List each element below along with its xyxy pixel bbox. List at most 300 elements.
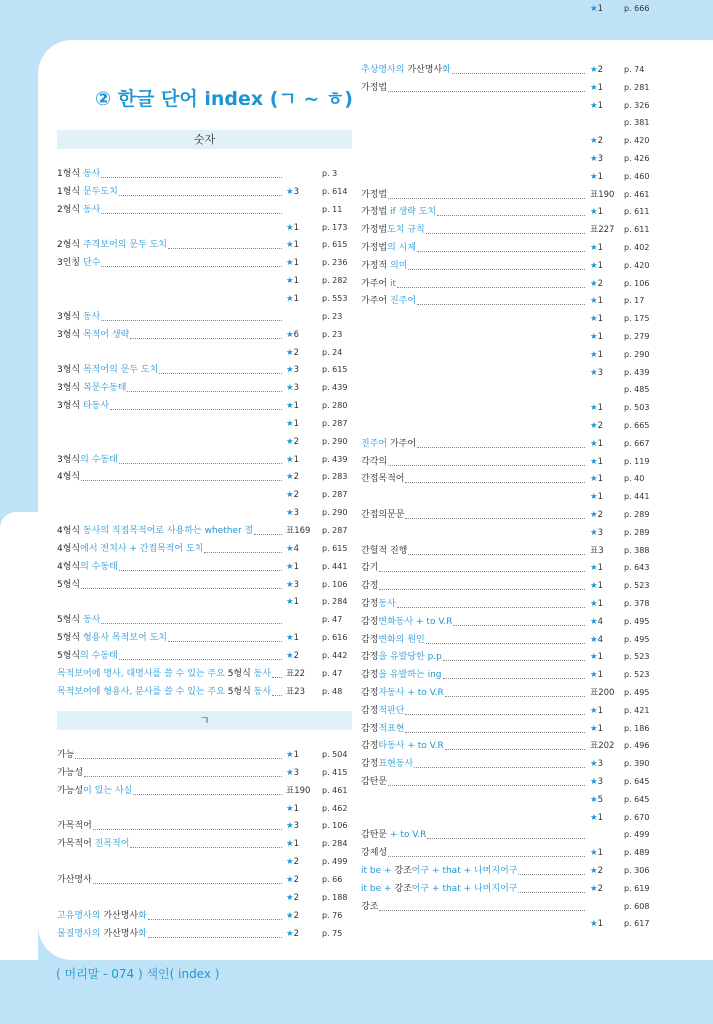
leader-dots [81, 480, 282, 481]
star-symbol: ★ [286, 293, 294, 304]
index-entry [57, 308, 362, 326]
page-number: p. 47 [322, 615, 343, 625]
term-keyword: 가정적 [361, 260, 390, 271]
star-symbol: ★ [590, 581, 598, 592]
term-keyword: 가정법 [361, 225, 388, 236]
star-symbol: ★ [286, 258, 294, 269]
star-symbol: ★ [286, 418, 294, 429]
star-symbol: ★ [590, 848, 598, 859]
leader-dots [379, 571, 585, 572]
star-symbol: ★ [286, 579, 294, 590]
index-entry [57, 853, 362, 871]
page-number: p. 282 [322, 276, 348, 286]
star-symbol: ★ [286, 543, 294, 554]
star-count: 2 [293, 436, 300, 447]
entry-term [361, 61, 451, 79]
entry-term [57, 397, 109, 415]
index-entry [361, 524, 664, 542]
page-number: p. 441 [624, 492, 650, 502]
entry-term [361, 577, 378, 595]
star-symbol: ★ [590, 492, 598, 503]
page-number: p. 553 [322, 293, 348, 303]
star-symbol: 표 [590, 189, 599, 200]
page-number: p. 442 [322, 650, 348, 660]
star-count: 1 [293, 750, 300, 760]
star-count: 1 [597, 260, 604, 271]
index-entry [57, 907, 362, 925]
star-count: 1 [597, 296, 604, 307]
star-icon [286, 219, 299, 237]
star-symbol: ★ [286, 347, 294, 358]
leader-dots [388, 91, 585, 92]
term-keyword: 감탄문 [361, 830, 390, 841]
star-icon [590, 809, 603, 827]
leader-dots [443, 660, 585, 661]
star-icon [286, 800, 299, 818]
term-highlight: 표현동사 [378, 759, 414, 770]
entry-term [57, 629, 167, 647]
star-symbol: ★ [590, 777, 598, 787]
star-icon [590, 435, 603, 453]
star-count: 1 [597, 314, 604, 325]
term-keyword: 감탄문 [361, 777, 388, 787]
star-count: 2 [293, 490, 300, 501]
leader-dots [204, 552, 282, 553]
star-symbol: ★ [590, 759, 598, 770]
term-keyword: 감정 [361, 652, 379, 663]
term-keyword: 감정 [361, 723, 379, 734]
star-count: 6 [293, 329, 300, 340]
entry-term [361, 292, 416, 310]
leader-dots [452, 73, 585, 74]
page-number: p. 289 [624, 510, 650, 519]
page-number: p. 287 [322, 490, 348, 500]
star-symbol: ★ [590, 723, 598, 734]
term-highlight: 복문수동태 [82, 383, 127, 394]
star-symbol: ★ [590, 616, 598, 627]
term-highlight: 동사 [253, 686, 272, 697]
star-symbol: ★ [590, 100, 598, 111]
page-number: p. 523 [624, 670, 650, 680]
page-number: p. 462 [322, 803, 348, 813]
star-symbol: 표 [286, 668, 295, 679]
star-icon [286, 504, 299, 522]
leader-dots [272, 677, 282, 678]
page-number: p. 188 [322, 892, 348, 902]
star-symbol: ★ [286, 750, 294, 760]
term-keyword: 강조 [394, 883, 412, 894]
star-symbol: ★ [590, 563, 598, 574]
leader-dots [405, 714, 585, 715]
index-entry [361, 844, 664, 862]
table-ref-mark [590, 221, 614, 239]
star-count: 1 [293, 633, 300, 644]
star-symbol: ★ [590, 794, 598, 805]
star-count: 2 [597, 510, 604, 520]
star-icon [286, 451, 299, 469]
index-entry [57, 593, 362, 611]
entry-term [57, 201, 100, 219]
entry-term [361, 595, 396, 613]
page-number: p. 3 [322, 169, 338, 178]
section-header-digits: 숫자 [57, 130, 352, 149]
term-keyword: 가산명사 [103, 910, 139, 921]
term-highlight: 단수 [82, 258, 101, 269]
term-keyword: 강조 [394, 866, 412, 876]
leader-dots [518, 874, 585, 875]
index-entry [57, 397, 362, 415]
star-icon [590, 346, 603, 364]
star-count: 3 [293, 383, 300, 394]
term-highlight: 화 [138, 910, 147, 921]
star-icon [590, 702, 603, 720]
star-count: 1 [597, 456, 604, 467]
entry-term [57, 647, 118, 665]
index-entry [361, 559, 664, 577]
page-number: p. 283 [322, 472, 348, 482]
page-number: p. 426 [624, 154, 650, 163]
page-number: p. 290 [322, 436, 348, 446]
star-count: 1 [597, 563, 604, 574]
star-count: 1 [597, 332, 604, 342]
star-count: 1 [597, 812, 604, 823]
leader-dots [405, 732, 585, 733]
star-icon [590, 292, 603, 310]
star-count: 2 [293, 347, 300, 358]
entry-term [57, 683, 271, 701]
star-icon [286, 236, 299, 254]
term-keyword: 가정법 [361, 243, 388, 253]
term-keyword: 5형식 [57, 650, 81, 661]
star-count: 3 [293, 579, 300, 590]
star-icon [590, 844, 603, 862]
index-entry [361, 577, 664, 595]
star-symbol: ★ [590, 296, 598, 307]
star-icon [590, 310, 603, 328]
entry-term [361, 470, 404, 488]
term-keyword: 가주어 [361, 296, 390, 307]
page-number: p. 24 [322, 347, 343, 357]
star-count: 1 [597, 599, 604, 609]
star-icon [590, 595, 603, 613]
entry-term [361, 453, 387, 471]
page-number: p. 615 [322, 240, 348, 250]
term-keyword: 간헐적 진행 [361, 545, 408, 556]
index-entry [57, 379, 362, 397]
star-symbol: 표 [286, 785, 295, 796]
page-number: p. 611 [624, 225, 650, 235]
index-entry [57, 683, 362, 701]
page-number: p. 460 [624, 171, 650, 181]
page-number: p. 615 [322, 365, 348, 375]
index-entry [361, 542, 664, 560]
page-number: p. 503 [624, 403, 650, 413]
leader-dots [130, 338, 282, 339]
star-count: 1 [597, 705, 604, 716]
star-count: 1 [293, 293, 300, 304]
star-icon [590, 791, 603, 809]
term-highlight: 목적어 생략 [82, 329, 130, 340]
term-highlight: + to V.R [389, 830, 427, 841]
star-symbol: ★ [286, 857, 294, 868]
index-entry [361, 417, 664, 435]
term-keyword: 감정 [361, 741, 379, 752]
leader-dots [119, 195, 282, 196]
index-entry [57, 433, 362, 451]
entry-term [361, 613, 452, 631]
index-entry [57, 889, 362, 907]
page-number: p. 40 [624, 474, 645, 484]
page-number: p. 617 [624, 919, 650, 929]
term-highlight: 고유명사의 [57, 910, 104, 921]
term-keyword: 감정 [361, 599, 379, 609]
star-symbol: 표 [590, 741, 599, 752]
table-ref-mark [286, 522, 310, 540]
index-entry [361, 506, 664, 524]
star-count: 3 [597, 777, 604, 787]
index-entry [361, 61, 664, 79]
page-number: p. 23 [322, 329, 343, 339]
star-count: 4 [293, 543, 300, 554]
term-keyword: 가목적어 [57, 839, 95, 850]
page-number: p. 616 [322, 633, 348, 643]
term-keyword: 감정 [361, 759, 379, 770]
page-number: p. 279 [624, 332, 650, 341]
star-icon [590, 862, 603, 880]
index-entry [57, 468, 362, 486]
index-entry [57, 219, 362, 237]
index-entry [361, 720, 664, 738]
star-icon [590, 631, 603, 649]
entry-term [57, 165, 100, 183]
star-symbol: ★ [286, 767, 294, 778]
star-count: 169 [294, 526, 311, 536]
term-highlight: 진주어 [361, 438, 390, 449]
index-entry [361, 203, 664, 221]
page-number: p. 489 [624, 848, 650, 858]
index-entry [361, 666, 664, 684]
entry-term [57, 361, 158, 379]
index-entry [361, 791, 664, 809]
term-keyword: 감정 [361, 688, 379, 698]
term-keyword: 강제성 [361, 848, 388, 859]
index-entry [361, 595, 664, 613]
entry-term [57, 183, 118, 201]
star-symbol: ★ [590, 207, 598, 218]
entry-term [361, 880, 517, 898]
star-count: 4 [597, 616, 604, 627]
index-entry [361, 613, 664, 631]
page-number: p. 461 [322, 785, 348, 795]
term-highlight: 의 수동태 [80, 561, 118, 572]
index-entry [57, 540, 362, 558]
page-number: p. 106 [322, 821, 348, 831]
term-highlight: 동사 [378, 599, 396, 609]
star-icon [590, 648, 603, 666]
entry-term [361, 773, 387, 791]
leader-dots [388, 785, 585, 786]
page-number: p. 665 [624, 421, 650, 430]
index-entry [361, 292, 664, 310]
star-icon [286, 290, 299, 308]
star-count: 1 [597, 723, 604, 734]
star-count: 2 [293, 892, 300, 903]
leader-dots [84, 776, 282, 777]
star-symbol: ★ [590, 332, 598, 342]
star-icon [286, 183, 299, 201]
star-symbol: ★ [286, 276, 294, 287]
star-count: 3 [293, 821, 300, 832]
term-highlight: 동사 [82, 615, 101, 626]
index-entry [361, 470, 664, 488]
page-number: p. 284 [322, 597, 348, 607]
star-symbol: ★ [286, 383, 294, 394]
term-highlight: 의 수동태 [80, 650, 118, 661]
leader-dots [93, 883, 282, 884]
star-icon [286, 647, 299, 665]
entry-term [57, 925, 147, 943]
star-count: 1 [293, 561, 300, 572]
term-highlight: 변화동사 + to V.R [378, 616, 453, 627]
leader-dots [101, 623, 282, 624]
page-title: ② 한글 단어 index (ㄱ ~ ㅎ) [95, 88, 353, 110]
star-icon [590, 417, 603, 435]
star-icon [590, 364, 603, 382]
index-entry [57, 504, 362, 522]
star-icon [590, 773, 603, 791]
term-highlight: 의미 [389, 260, 408, 271]
page-number: p. 287 [322, 526, 348, 535]
page-number: p. 608 [624, 901, 650, 911]
index-entry [361, 631, 664, 649]
table-ref-mark [286, 665, 305, 683]
entry-term [57, 907, 147, 925]
page-number: p. 645 [624, 777, 650, 786]
term-highlight: 적표현 [378, 723, 405, 734]
term-highlight: 목적보어에 형용사, 분사를 쓸 수 있는 주요 [57, 686, 228, 697]
term-keyword: 3형식 [57, 311, 83, 322]
entry-term [57, 308, 100, 326]
star-count: 1 [597, 82, 604, 93]
leader-dots [408, 269, 585, 270]
page-number: p. 666 [624, 4, 650, 13]
term-highlight: 진목적어 [94, 839, 130, 850]
page-number: p. 175 [624, 314, 650, 324]
star-count: 1 [293, 454, 300, 465]
star-count: 1 [597, 848, 604, 859]
star-symbol: ★ [286, 454, 294, 465]
page-number: p. 119 [624, 456, 650, 466]
index-entry [361, 275, 664, 293]
entry-term [361, 844, 387, 862]
term-keyword: 가산명사 [407, 65, 443, 75]
entry-term [57, 451, 118, 469]
index-entry [57, 764, 362, 782]
star-count: 2 [597, 866, 604, 876]
term-keyword: 5형식 [57, 615, 83, 626]
index-entry [57, 817, 362, 835]
leader-dots [272, 695, 282, 696]
index-entry [361, 328, 664, 346]
star-symbol: 표 [590, 225, 599, 236]
entry-term [361, 435, 416, 453]
star-symbol: ★ [286, 561, 294, 572]
entry-term [361, 737, 444, 755]
star-symbol: ★ [286, 436, 294, 447]
star-count: 2 [597, 278, 604, 289]
star-count: 1 [597, 492, 604, 503]
star-icon [286, 415, 299, 433]
index-entry [361, 310, 664, 328]
term-highlight: 동사 [253, 668, 272, 679]
star-count: 1 [293, 418, 300, 429]
index-entry [57, 236, 362, 254]
page-number: p. 47 [322, 668, 343, 678]
star-symbol: ★ [286, 892, 294, 903]
term-keyword: 5형식 [57, 633, 83, 644]
page-number: p. 289 [624, 527, 650, 537]
star-symbol: 표 [590, 688, 599, 698]
term-keyword: 간접목적어 [361, 474, 405, 485]
term-highlight: it be + [361, 866, 395, 876]
star-count: 2 [293, 910, 300, 921]
star-count: 1 [597, 438, 604, 449]
page-number: p. 499 [624, 830, 650, 840]
entry-term [57, 764, 83, 782]
star-icon [590, 470, 603, 488]
star-symbol: ★ [286, 874, 294, 885]
star-symbol: ★ [590, 510, 598, 520]
page-number: p. 284 [322, 839, 348, 849]
leader-dots [414, 767, 585, 768]
index-entry [361, 488, 664, 506]
star-icon [286, 764, 299, 782]
term-highlight: 동사의 직접목적어로 사용하는 whether 절 [82, 526, 254, 536]
star-count: 1 [293, 401, 300, 412]
star-icon [286, 540, 299, 558]
index-entry [361, 898, 664, 916]
index-entry [361, 364, 664, 382]
star-icon [590, 257, 603, 275]
index-entry [57, 486, 362, 504]
star-symbol: ★ [590, 634, 598, 645]
page-number: p. 290 [322, 508, 348, 518]
page-number: p. 186 [624, 723, 650, 733]
index-entry [57, 558, 362, 576]
entry-term [57, 782, 132, 800]
star-count: 1 [597, 919, 604, 930]
table-ref-mark [590, 542, 604, 560]
leader-dots [75, 758, 282, 759]
entry-term [361, 898, 378, 916]
leader-dots [453, 625, 585, 626]
leader-dots [417, 447, 585, 448]
index-entry [57, 611, 362, 629]
star-symbol: ★ [590, 705, 598, 716]
star-icon [286, 272, 299, 290]
star-symbol: ★ [286, 222, 294, 233]
page-number: p. 439 [322, 383, 348, 393]
index-entry [57, 746, 362, 764]
star-symbol: ★ [590, 919, 598, 930]
star-count: 1 [597, 349, 604, 360]
star-symbol: ★ [590, 670, 598, 681]
page-number: p. 390 [624, 759, 650, 769]
term-highlight: 도치 규칙 [387, 225, 425, 236]
star-symbol: 표 [286, 686, 295, 697]
star-symbol: ★ [286, 186, 294, 197]
star-count: 1 [597, 100, 604, 111]
